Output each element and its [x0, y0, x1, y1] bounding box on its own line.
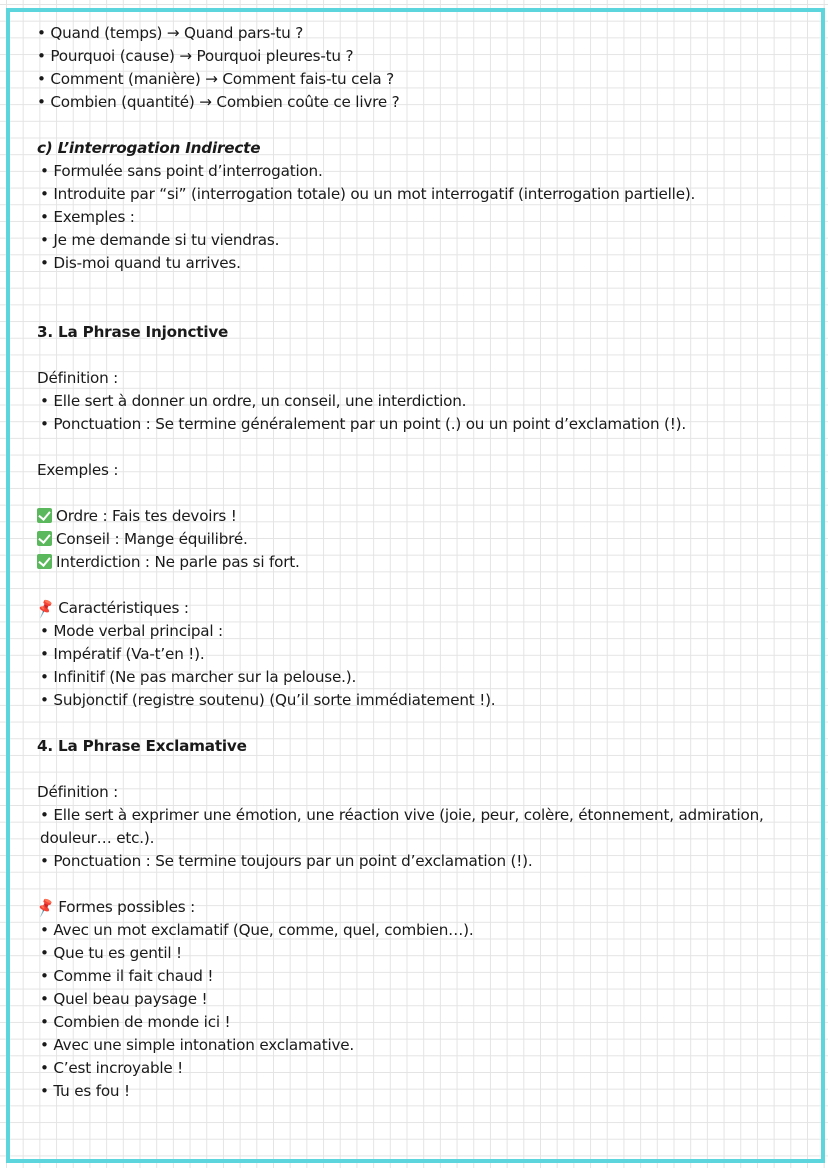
list-item: • Comment (manière) → Comment fais-tu cela ? [37, 70, 395, 88]
list-item: • Combien de monde ici ! [40, 1013, 231, 1031]
list-item: • Dis-moi quand tu arrives. [40, 254, 241, 272]
list-item: • Elle sert à exprimer une émotion, une réaction vive (joie, peur, colère, étonnement, admiration, douleur… etc.). [40, 806, 764, 847]
section-heading: c) L’interrogation Indirecte [37, 139, 261, 157]
list-item: • C’est incroyable ! [40, 1059, 184, 1077]
features-label: 📌 Caractéristiques : [37, 597, 817, 620]
list-item: • Pourquoi (cause) → Pourquoi pleures-tu ? [37, 47, 354, 65]
list-item: • Impératif (Va-t’en !). [40, 645, 205, 663]
definition-label: Définition : [37, 369, 119, 387]
check-box-icon [37, 508, 52, 523]
list-item: • Avec une simple intonation exclamative. [40, 1036, 355, 1054]
section-heading: 4. La Phrase Exclamative [37, 737, 247, 755]
section-indirect-interrogation [37, 137, 817, 275]
document-body [34, 0, 817, 1103]
list-item: • Infinitif (Ne pas marcher sur la pelouse.). [40, 668, 357, 686]
example-item: Ordre : Fais tes devoirs ! [37, 505, 817, 528]
question-word-list [37, 22, 817, 114]
pushpin-icon: 📌 [34, 598, 57, 620]
example-item: Interdiction : Ne parle pas si fort. [37, 551, 817, 574]
section-exclamative [34, 735, 817, 1103]
list-item: • Exemples : [40, 208, 135, 226]
list-item: • Avec un mot exclamatif (Que, comme, quel, combien…). [40, 921, 474, 939]
list-item: • Quand (temps) → Quand pars-tu ? [37, 24, 304, 42]
pushpin-icon: 📌 [34, 897, 57, 919]
example-item: Conseil : Mange équilibré. [37, 528, 817, 551]
list-item: • Formulée sans point d’interrogation. [40, 162, 323, 180]
list-item: • Quel beau paysage ! [40, 990, 208, 1008]
list-item: • Combien (quantité) → Combien coûte ce livre ? [37, 93, 400, 111]
list-item: • Que tu es gentil ! [40, 944, 182, 962]
section-heading: 3. La Phrase Injonctive [37, 323, 229, 341]
list-item: • Je me demande si tu viendras. [40, 231, 280, 249]
definition-label: Définition : [37, 783, 119, 801]
list-item: • Introduite par “si” (interrogation totale) ou un mot interrogatif (interrogation partielle). [40, 185, 696, 203]
check-box-icon [37, 554, 52, 569]
forms-label: 📌 Formes possibles : [37, 896, 817, 919]
examples-label: Exemples : [37, 461, 119, 479]
check-box-icon [37, 531, 52, 546]
list-item: • Tu es fou ! [40, 1082, 130, 1100]
section-injonctive [34, 321, 817, 712]
list-item: • Elle sert à donner un ordre, un conseil, une interdiction. [40, 392, 467, 410]
list-item: • Ponctuation : Se termine toujours par un point d’exclamation (!). [40, 852, 533, 870]
list-item: • Mode verbal principal : [40, 622, 223, 640]
list-item: • Ponctuation : Se termine généralement par un point (.) ou un point d’exclamation (!). [40, 415, 687, 433]
list-item: • Comme il fait chaud ! [40, 967, 214, 985]
list-item: • Subjonctif (registre soutenu) (Qu’il sorte immédiatement !). [40, 691, 496, 709]
